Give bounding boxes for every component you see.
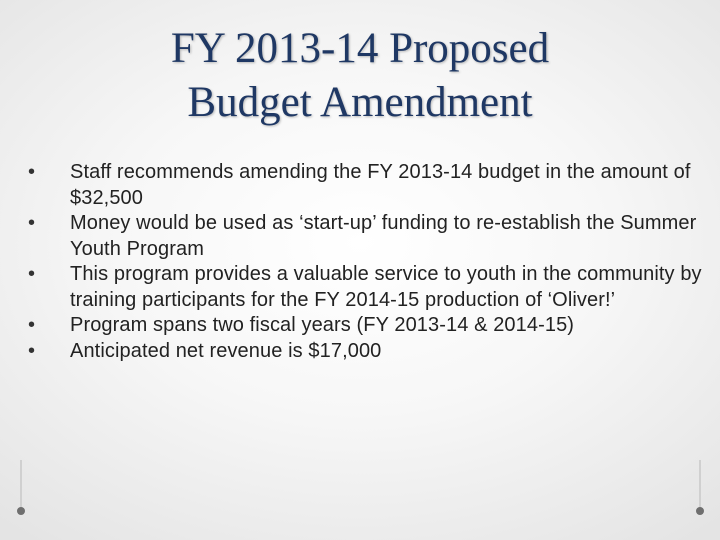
bullet-item	[28, 313, 708, 339]
bullet-text: Staff recommends amending the FY 2013-14 budget in the amount of $32,500	[70, 161, 691, 209]
bullet-text: This program provides a valuable service to youth in the community by training participants for the FY 2014-15 production of ‘Oliver!’	[70, 263, 702, 311]
bullet-item	[28, 160, 708, 211]
slide-title-line-2: Budget Amendment	[187, 79, 533, 126]
bullet-item	[28, 339, 708, 365]
left-decor-dot-icon	[17, 507, 25, 515]
left-decor-line	[20, 460, 22, 508]
right-decor-dot-icon	[696, 507, 704, 515]
bullet-item	[28, 211, 708, 262]
bullet-icon: •	[28, 263, 36, 285]
bullet-icon: •	[28, 339, 36, 362]
bullet-list	[28, 160, 708, 364]
bullet-icon: •	[28, 314, 36, 336]
right-decor-line	[699, 460, 701, 508]
bullet-text: Anticipated net revenue is $17,000	[70, 339, 382, 362]
slide-title-line-1: FY 2013-14 Proposed	[170, 25, 550, 72]
bullet-text: Program spans two fiscal years (FY 2013-14 & 2014-15)	[70, 314, 575, 336]
slide-title	[60, 22, 660, 130]
bullet-icon: •	[28, 161, 36, 183]
bullet-text: Money would be used as ‘start-up’ funding to re-establish the Summer Youth Program	[70, 212, 697, 260]
bullet-icon: •	[28, 212, 36, 234]
bullet-item	[28, 262, 708, 313]
